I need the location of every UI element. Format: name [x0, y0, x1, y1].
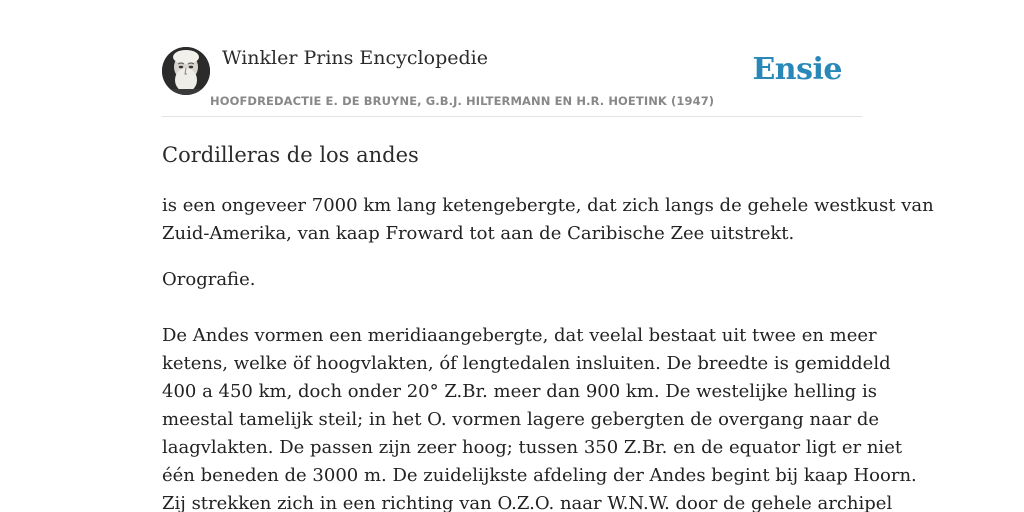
author-avatar[interactable] — [162, 47, 210, 95]
body-line: 400 a 450 km, doch onder 20° Z.Br. meer dan 900 km. De westelijke helling is — [162, 381, 878, 402]
entry-body — [162, 322, 917, 512]
page — [162, 0, 934, 512]
body-line: meestal tamelijk steil; in het O. vormen lagere gebergten de overgang naar de — [162, 409, 880, 430]
entry-title: Cordilleras de los andes — [162, 143, 419, 167]
body-line: De Andes vormen een meridiaangebergte, dat veelal bestaat uit twee en meer — [162, 325, 877, 346]
body-line: Zij strekken zich in een richting van O.Z.O. naar W.N.W. door de gehele archipel — [162, 493, 893, 512]
intro-line: is een ongeveer 7000 km lang ketengebergte, dat zich langs de gehele westkust van — [162, 195, 934, 216]
editors-credit: HOOFDREDACTIE E. DE BRUYNE, G.B.J. HILTERMANN EN H.R. HOETINK (1947) — [210, 94, 715, 108]
entry-intro — [162, 192, 934, 248]
header — [162, 0, 862, 117]
intro-line: Zuid-Amerika, van kaap Froward tot aan de Caribische Zee uitstrekt. — [162, 223, 795, 244]
body-line: één beneden de 3000 m. De zuidelijkste afdeling der Andes begint bij kaap Hoorn. — [162, 465, 917, 486]
portrait-photo-icon — [162, 47, 210, 95]
section-heading: Orografie. — [162, 269, 256, 290]
book-title[interactable]: Winkler Prins Encyclopedie — [222, 47, 488, 69]
body-line: ketens, welke öf hoogvlakten, óf lengtedalen insluiten. De breedte is gemiddeld — [162, 353, 891, 374]
body-line: laagvlakten. De passen zijn zeer hoog; tussen 350 Z.Br. en de equator ligt er niet — [162, 437, 903, 458]
entry-content — [162, 192, 934, 512]
brand-logo[interactable]: Ensie — [752, 52, 842, 87]
